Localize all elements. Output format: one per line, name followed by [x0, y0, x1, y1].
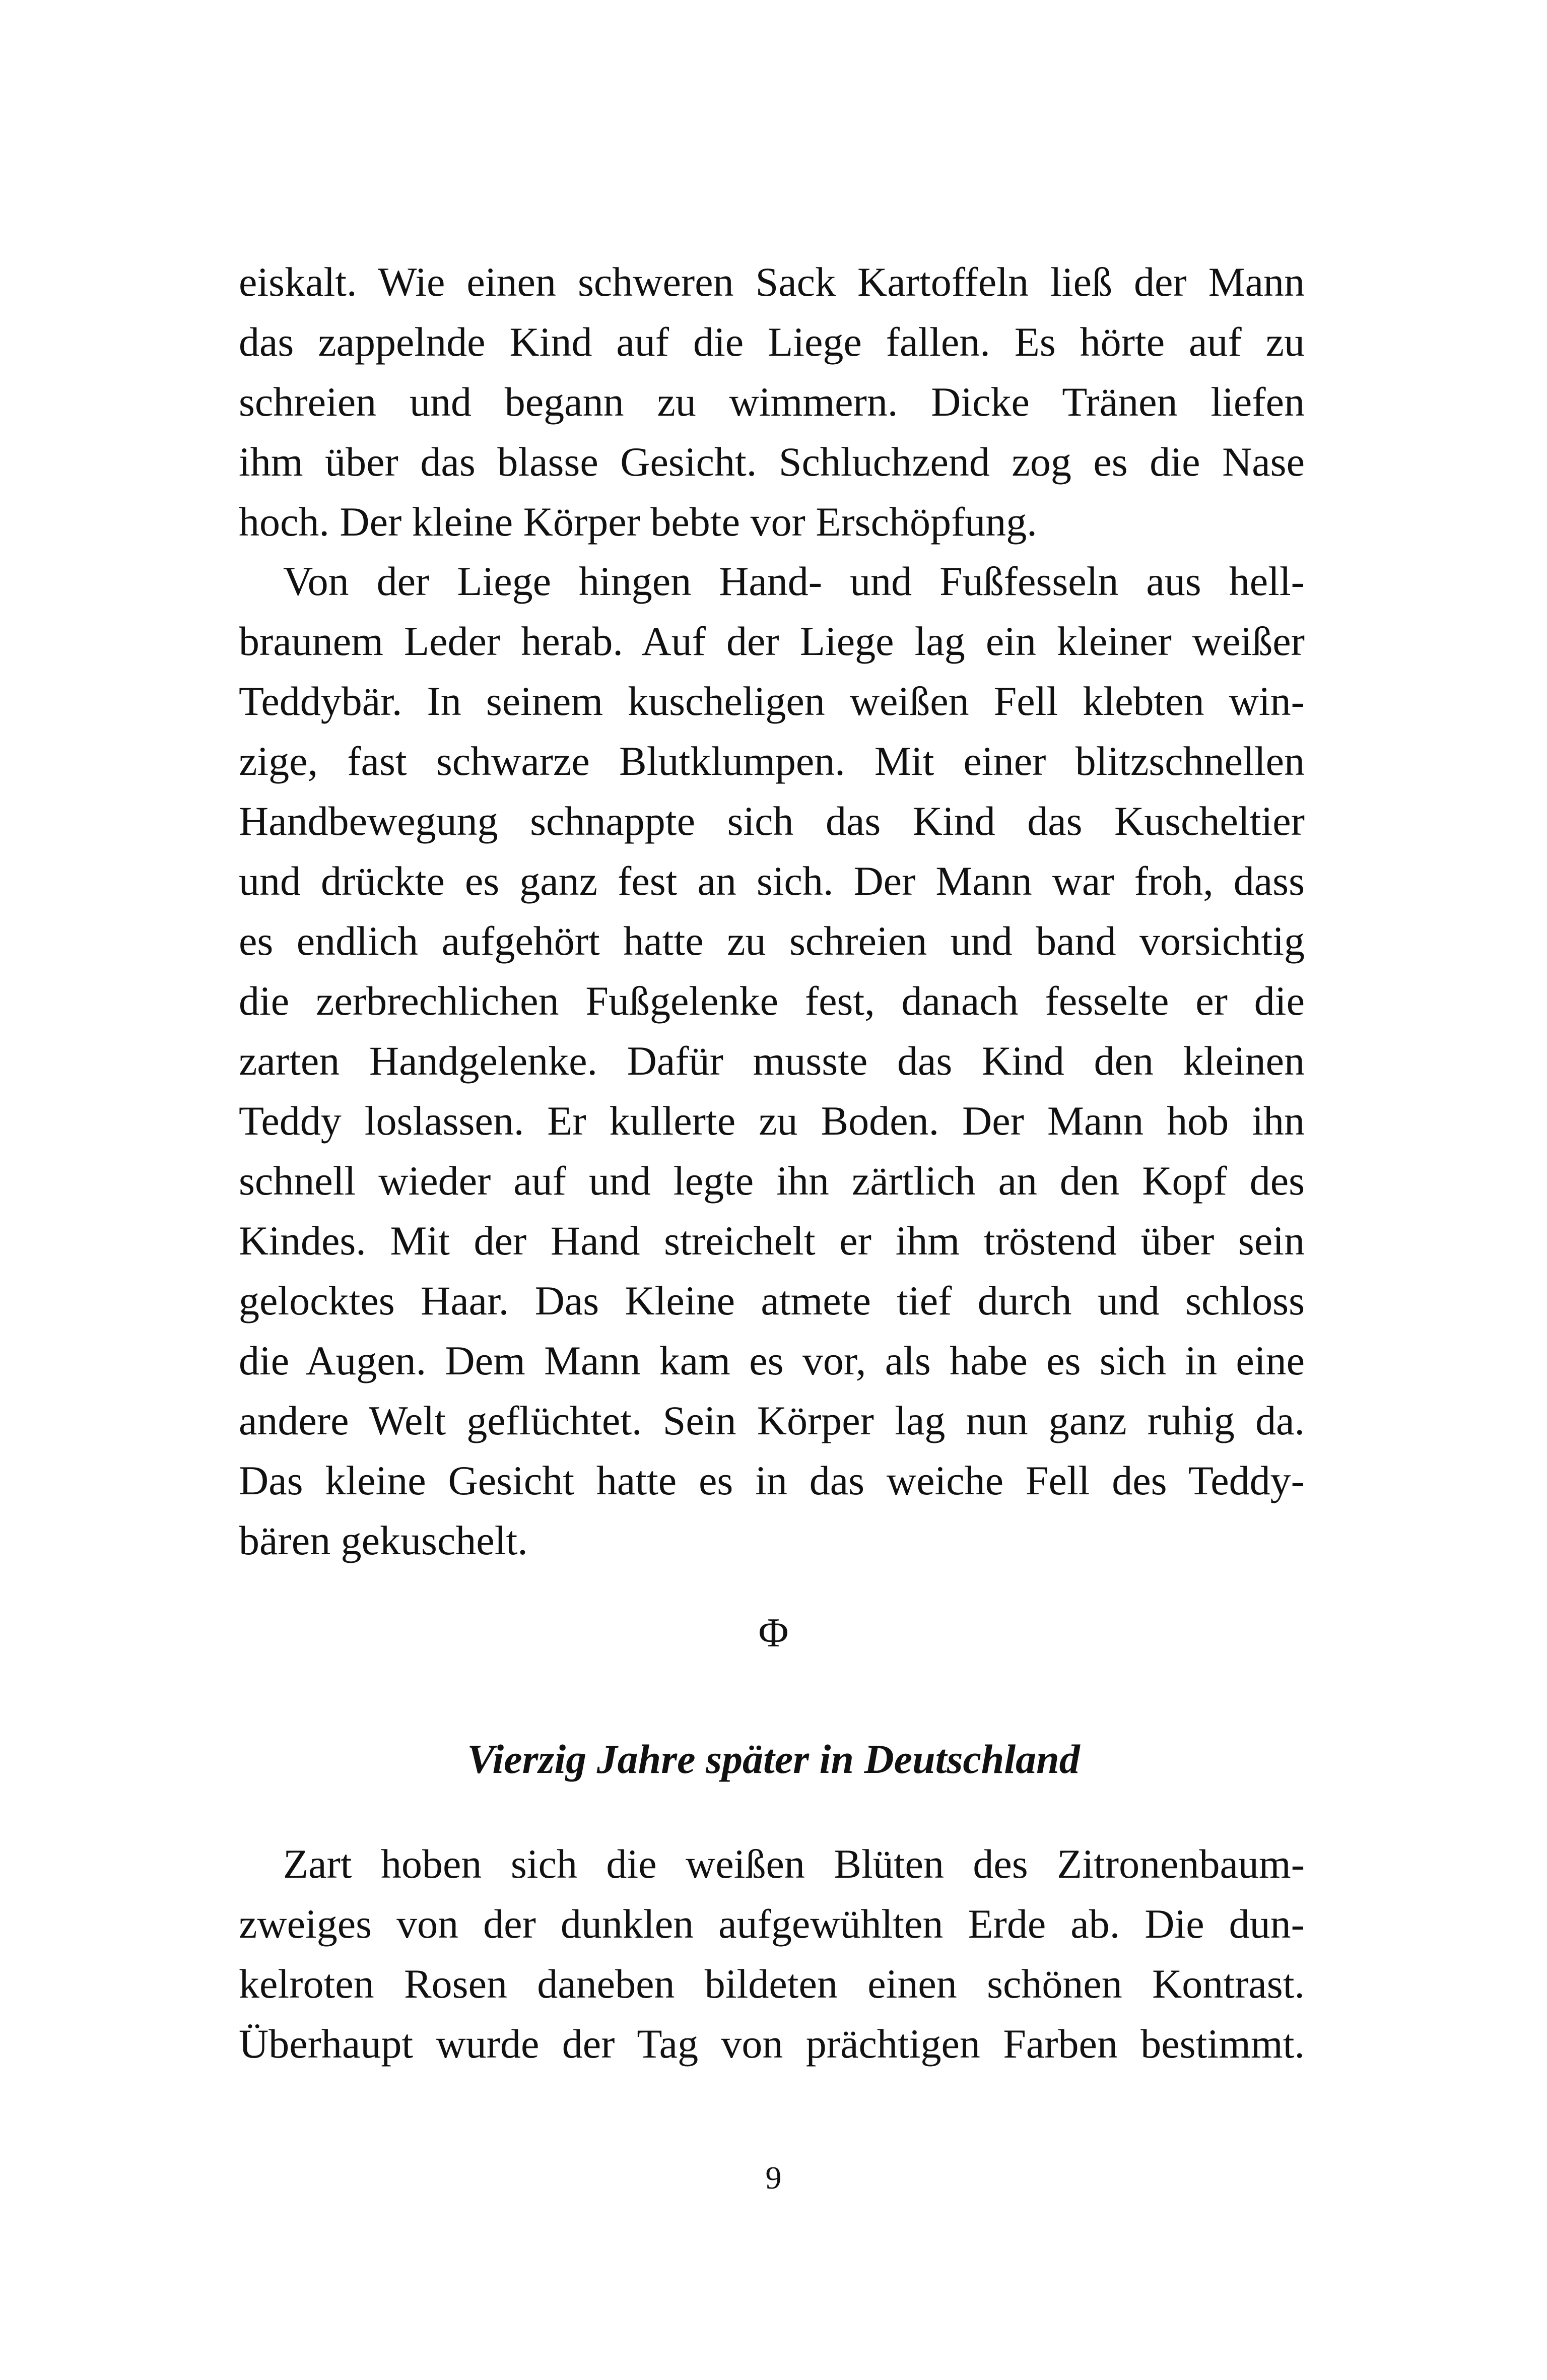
paragraph-3 [239, 1834, 1305, 2074]
text-line: es endlich aufgehört hatte zu schreien und band vorsichtig [239, 918, 1305, 964]
text-line: Handbewegung schnappte sich das Kind das Kuscheltier [239, 798, 1305, 844]
text-line: zweiges von der dunklen aufgewühlten Erde ab. Die dun- [239, 1901, 1305, 1947]
text-line: braunem Leder herab. Auf der Liege lag ein kleiner weißer [239, 618, 1305, 664]
text-line: schnell wieder auf und legte ihn zärtlich an den Kopf des [239, 1158, 1305, 1204]
text-line: bären gekuschelt. [239, 1517, 528, 1563]
paragraph-2 [239, 551, 1305, 1570]
text-line: die zerbrechlichen Fußgelenke fest, danach fesselte er die [239, 978, 1305, 1024]
text-line: die Augen. Dem Mann kam es vor, als habe es sich in eine [239, 1338, 1305, 1383]
text-line: Überhaupt wurde der Tag von prächtigen Farben bestimmt. [239, 2021, 1305, 2067]
section-heading: Vierzig Jahre später in Deutschland [467, 1736, 1080, 1782]
text-line: Kindes. Mit der Hand streichelt er ihm tröstend über sein [239, 1218, 1305, 1264]
text-line: Von der Liege hingen Hand- und Fußfesseln aus hell- [283, 558, 1305, 604]
text-line: zige, fast schwarze Blutklumpen. Mit einer blitzschnellen [239, 738, 1305, 784]
text-line: und drückte es ganz fest an sich. Der Mann war froh, dass [239, 858, 1305, 904]
text-line: eiskalt. Wie einen schweren Sack Kartoffeln ließ der Mann [239, 259, 1305, 305]
text-line: gelocktes Haar. Das Kleine atmete tief durch und schloss [239, 1278, 1305, 1324]
text-line: kelroten Rosen daneben bildeten einen schönen Kontrast. [239, 1961, 1305, 2007]
text-line: zarten Handgelenke. Dafür musste das Kind den kleinen [239, 1038, 1305, 1084]
text-line: ihm über das blasse Gesicht. Schluchzend zog es die Nase [239, 439, 1305, 485]
text-line: das zappelnde Kind auf die Liege fallen. Es hörte auf zu [239, 319, 1305, 365]
text-line: hoch. Der kleine Körper bebte vor Erschöpfung. [239, 499, 1037, 545]
text-line: schreien und begann zu wimmern. Dicke Tränen liefen [239, 379, 1305, 425]
text-line: Teddy loslassen. Er kullerte zu Boden. Der Mann hob ihn [239, 1098, 1305, 1144]
text-line: Teddybär. In seinem kuscheligen weißen Fell klebten win- [239, 678, 1305, 724]
paragraph-1 [239, 252, 1305, 552]
text-line: Das kleine Gesicht hatte es in das weiche Fell des Teddy- [239, 1458, 1305, 1503]
section-ornament: Φ [758, 1610, 789, 1656]
page-number: 9 [765, 2160, 782, 2196]
text-line: andere Welt geflüchtet. Sein Körper lag nun ganz ruhig da. [239, 1398, 1305, 1443]
text-line: Zart hoben sich die weißen Blüten des Zitronenbaum- [283, 1841, 1305, 1887]
